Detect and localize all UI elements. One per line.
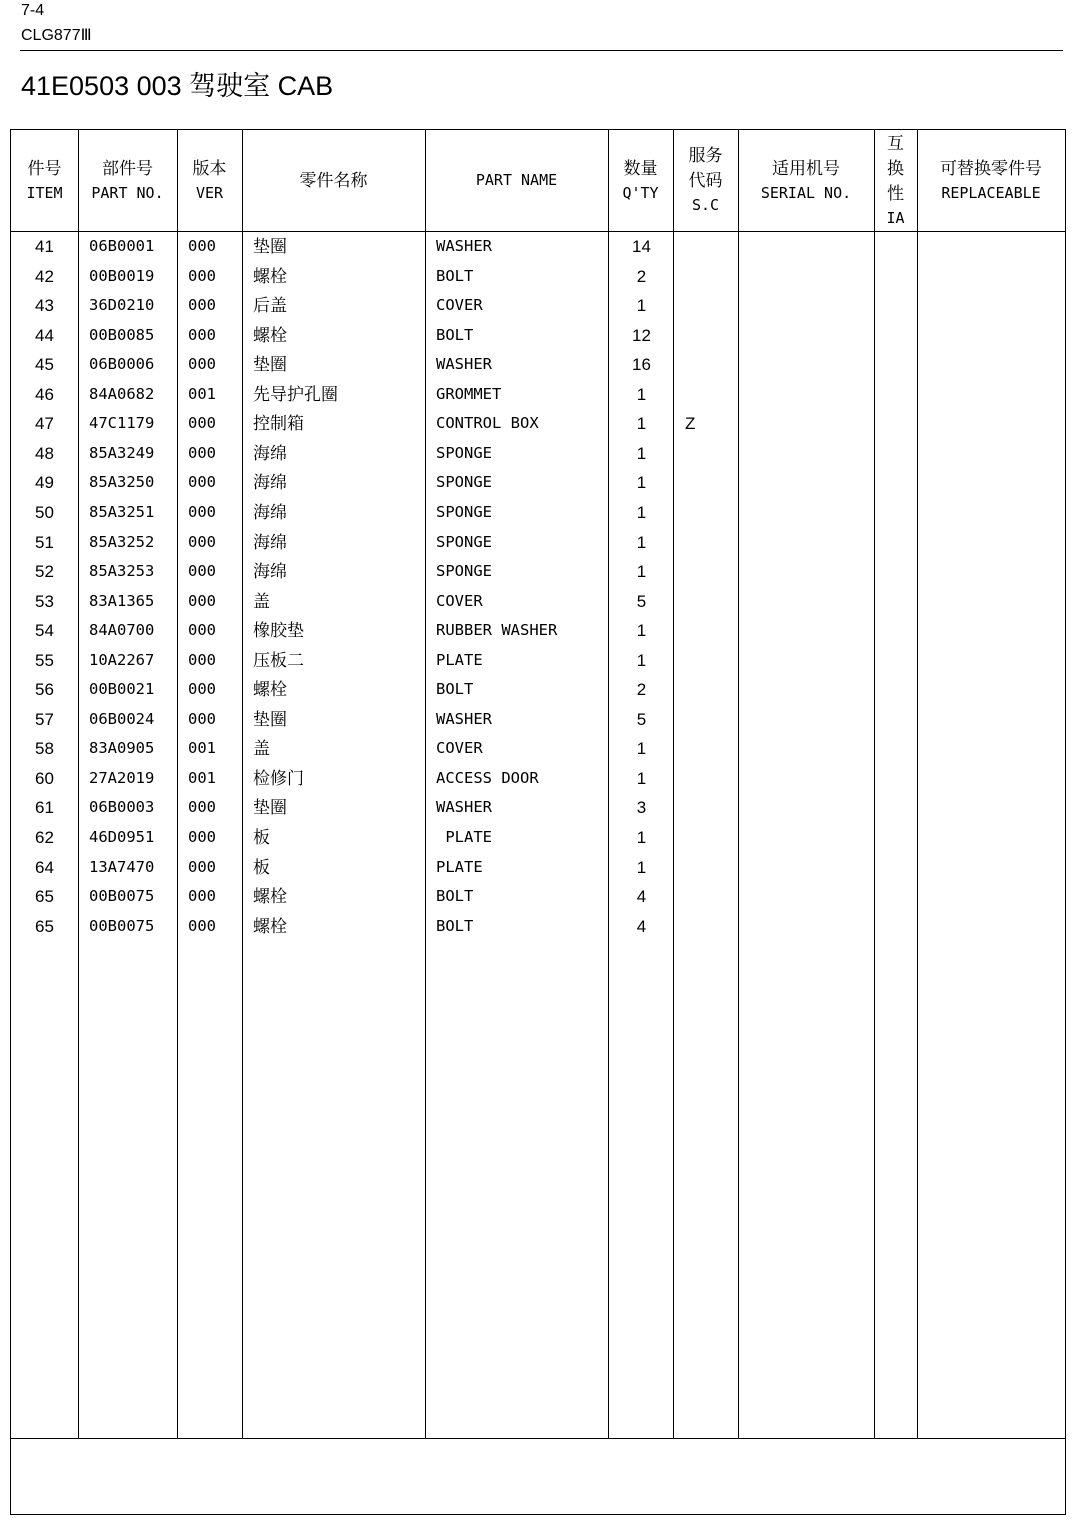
cell-name-cn: 压板二: [253, 650, 304, 670]
cell-part-no: 00B0085: [89, 325, 155, 344]
table-row: [11, 350, 1065, 380]
page-number: 7-4: [21, 2, 45, 19]
cell-ver: 000: [188, 828, 216, 846]
cell-part-name: SPONGE: [436, 443, 492, 462]
cell-part-no: 06B0001: [89, 237, 155, 255]
cell-item: 42: [35, 266, 54, 286]
cell-part-name: WASHER: [436, 798, 492, 817]
cell-part-no: 00B0019: [89, 266, 155, 285]
cell-qty: 1: [636, 828, 647, 847]
cell-part-no: 36D0210: [89, 296, 155, 315]
cell-ver: 000: [188, 591, 216, 610]
cell-name-cn: 海绵: [253, 443, 287, 463]
cell-part-name: SPONGE: [436, 532, 492, 551]
cell-part-name: COVER: [436, 739, 483, 758]
header-serial-no: 适用机号 SERIAL NO.: [760, 158, 852, 202]
table-row: [11, 498, 1065, 528]
cell-item: 50: [35, 502, 54, 522]
table-row: [11, 705, 1065, 735]
cell-qty: 1: [636, 768, 647, 788]
cell-name-cn: 螺栓: [253, 680, 287, 700]
cell-qty: 1: [636, 473, 647, 493]
cell-qty: 1: [636, 532, 647, 552]
cell-item: 45: [35, 355, 54, 375]
cell-part-name: BOLT: [436, 266, 474, 285]
cell-ver: 000: [188, 414, 216, 433]
cell-name-cn: 后盖: [253, 296, 287, 316]
cell-qty: 14: [632, 237, 651, 256]
cell-ver: 000: [188, 266, 216, 285]
table-row: [11, 232, 1065, 262]
cell-name-cn: 螺栓: [253, 266, 287, 286]
header-qty: 数量 Q'TY: [622, 158, 659, 202]
table-row: [11, 439, 1065, 469]
cell-part-no: 85A3253: [89, 562, 155, 581]
table-row: [11, 291, 1065, 321]
table-row: [11, 528, 1065, 558]
cell-qty: 4: [636, 887, 647, 907]
cell-item: 52: [35, 562, 54, 582]
cell-part-no: 83A1365: [89, 591, 155, 610]
cell-part-no: 83A0905: [89, 739, 155, 758]
cell-part-name: SPONGE: [436, 502, 492, 521]
cell-ver: 000: [188, 532, 216, 551]
cell-name-cn: 海绵: [253, 532, 287, 552]
cell-qty: 2: [636, 266, 647, 286]
header-part-name: PART NAME: [475, 171, 558, 189]
header-rule: [20, 50, 1063, 51]
cell-ver: 000: [188, 473, 216, 492]
cell-item: 57: [35, 709, 54, 729]
cell-item: 47: [35, 414, 54, 434]
model-number: CLG877Ⅲ: [21, 27, 92, 44]
cell-ver: 001: [188, 768, 216, 787]
cell-item: 43: [35, 296, 54, 316]
table-row: [11, 793, 1065, 823]
table-row: [11, 853, 1065, 883]
cell-qty: 1: [636, 739, 647, 759]
cell-name-cn: 板: [253, 857, 270, 877]
cell-ver: 000: [188, 857, 216, 876]
cell-part-no: 85A3252: [89, 532, 155, 551]
table-row: [11, 616, 1065, 646]
cell-item: 56: [35, 680, 54, 700]
cell-ver: 000: [188, 916, 216, 935]
cell-name-cn: 垫圈: [253, 355, 287, 375]
cell-part-no: 85A3251: [89, 502, 155, 521]
cell-part-no: 06B0003: [89, 798, 155, 817]
cell-part-name: CONTROL BOX: [436, 414, 539, 433]
cell-part-name: WASHER: [436, 237, 492, 255]
cell-part-name: PLATE: [436, 650, 483, 669]
cell-item: 62: [35, 828, 54, 847]
cell-item: 53: [35, 591, 54, 611]
header-ver: 版本 VER: [192, 158, 227, 202]
cell-part-no: 10A2267: [89, 650, 155, 669]
header-part-no: 部件号 PART NO.: [91, 158, 164, 202]
cell-qty: 5: [636, 709, 647, 729]
cell-ver: 000: [188, 237, 216, 255]
cell-qty: 5: [636, 591, 647, 611]
cell-name-cn: 螺栓: [253, 916, 287, 936]
cell-ver: 000: [188, 709, 216, 728]
cell-part-no: 46D0951: [89, 828, 155, 846]
cell-item: 64: [35, 857, 54, 877]
table-row: [11, 468, 1065, 498]
header-name-cn: 零件名称: [299, 171, 368, 190]
table-row: [11, 882, 1065, 912]
cell-part-name: RUBBER WASHER: [436, 621, 558, 640]
cell-item: 44: [35, 325, 54, 345]
cell-part-name: COVER: [436, 296, 483, 315]
table-row: [11, 587, 1065, 617]
cell-item: 65: [35, 887, 54, 907]
cell-qty: 1: [636, 650, 647, 670]
cell-qty: 4: [636, 916, 647, 936]
cell-name-cn: 海绵: [253, 502, 287, 522]
cell-item: 46: [35, 384, 54, 404]
cell-item: 49: [35, 473, 54, 493]
cell-service-code: Z: [685, 414, 696, 434]
cell-part-no: 00B0075: [89, 887, 155, 906]
cell-ver: 000: [188, 296, 216, 315]
cell-part-no: 27A2019: [89, 768, 155, 787]
cell-name-cn: 垫圈: [253, 237, 287, 256]
header-service-code: 服务 代码 S.C: [688, 146, 723, 214]
cell-part-name: BOLT: [436, 916, 474, 935]
cell-part-no: 84A0700: [89, 621, 155, 640]
cell-name-cn: 海绵: [253, 562, 287, 582]
cell-item: 51: [35, 532, 54, 552]
cell-part-name: WASHER: [436, 355, 492, 374]
cell-part-name: BOLT: [436, 887, 474, 906]
cell-item: 54: [35, 621, 54, 641]
footer-divider: [11, 1438, 1065, 1439]
cell-qty: 1: [636, 414, 647, 434]
cell-qty: 2: [636, 680, 647, 700]
cell-part-no: 85A3250: [89, 473, 155, 492]
cell-ver: 000: [188, 798, 216, 817]
table-row: [11, 557, 1065, 587]
header-interchangeability: 互 换 性 IA: [886, 133, 905, 227]
table-row: [11, 912, 1065, 942]
cell-ver: 001: [188, 384, 216, 403]
cell-ver: 000: [188, 502, 216, 521]
cell-part-no: 85A3249: [89, 443, 155, 462]
cell-item: 60: [35, 768, 54, 788]
cell-name-cn: 检修门: [253, 768, 304, 788]
cell-qty: 1: [636, 562, 647, 582]
cell-qty: 1: [636, 443, 647, 463]
table-row: [11, 823, 1065, 853]
cell-item: 48: [35, 443, 54, 463]
cell-part-name: ACCESS DOOR: [436, 768, 539, 787]
cell-ver: 000: [188, 443, 216, 462]
cell-ver: 000: [188, 562, 216, 581]
parts-table: [10, 129, 1066, 1515]
cell-name-cn: 橡胶垫: [253, 621, 304, 641]
cell-name-cn: 垫圈: [253, 798, 287, 818]
table-row: [11, 764, 1065, 794]
cell-part-name: COVER: [436, 591, 483, 610]
cell-qty: 1: [636, 296, 647, 316]
header-item: 件号 ITEM: [26, 158, 63, 202]
cell-ver: 001: [188, 739, 216, 758]
cell-part-name: BOLT: [436, 325, 474, 344]
cell-item: 58: [35, 739, 54, 759]
cell-part-no: 47C1179: [89, 414, 155, 433]
cell-qty: 3: [636, 798, 647, 818]
cell-name-cn: 海绵: [253, 473, 287, 493]
cell-name-cn: 螺栓: [253, 887, 287, 907]
cell-name-cn: 盖: [253, 591, 270, 611]
cell-part-no: 84A0682: [89, 384, 155, 403]
cell-ver: 000: [188, 325, 216, 344]
header-replaceable: 可替换零件号 REPLACEABLE: [940, 158, 1042, 202]
cell-qty: 1: [636, 384, 647, 404]
cell-item: 41: [35, 237, 54, 256]
cell-part-no: 00B0021: [89, 680, 155, 699]
cell-part-no: 06B0024: [89, 709, 155, 728]
cell-name-cn: 垫圈: [253, 709, 287, 729]
cell-name-cn: 先导护孔圈: [253, 384, 338, 404]
table-row: [11, 321, 1065, 351]
cell-ver: 000: [188, 355, 216, 374]
cell-name-cn: 板: [253, 828, 270, 847]
cell-part-no: 06B0006: [89, 355, 155, 374]
cell-part-name: PLATE: [436, 828, 492, 846]
cell-part-no: 00B0075: [89, 916, 155, 935]
cell-item: 61: [35, 798, 54, 818]
cell-part-name: BOLT: [436, 680, 474, 699]
table-row: [11, 734, 1065, 764]
cell-part-name: GROMMET: [436, 384, 502, 403]
table-row: [11, 675, 1065, 705]
cell-name-cn: 控制箱: [253, 414, 304, 434]
page-title: 41E0503 003 驾驶室 CAB: [21, 71, 334, 101]
cell-item: 65: [35, 916, 54, 936]
cell-qty: 1: [636, 857, 647, 877]
cell-ver: 000: [188, 680, 216, 699]
table-row: [11, 380, 1065, 410]
cell-item: 55: [35, 650, 54, 670]
cell-part-name: PLATE: [436, 857, 483, 876]
table-row: [11, 409, 1065, 439]
cell-name-cn: 盖: [253, 739, 270, 759]
cell-qty: 16: [632, 355, 651, 375]
cell-part-no: 13A7470: [89, 857, 155, 876]
cell-name-cn: 螺栓: [253, 325, 287, 345]
cell-qty: 1: [636, 502, 647, 522]
cell-ver: 000: [188, 650, 216, 669]
table-row: [11, 262, 1065, 292]
cell-ver: 000: [188, 621, 216, 640]
cell-qty: 1: [636, 621, 647, 641]
cell-part-name: WASHER: [436, 709, 492, 728]
table-row: [11, 646, 1065, 676]
cell-part-name: SPONGE: [436, 562, 492, 581]
cell-ver: 000: [188, 887, 216, 906]
cell-part-name: SPONGE: [436, 473, 492, 492]
cell-qty: 12: [632, 325, 651, 345]
